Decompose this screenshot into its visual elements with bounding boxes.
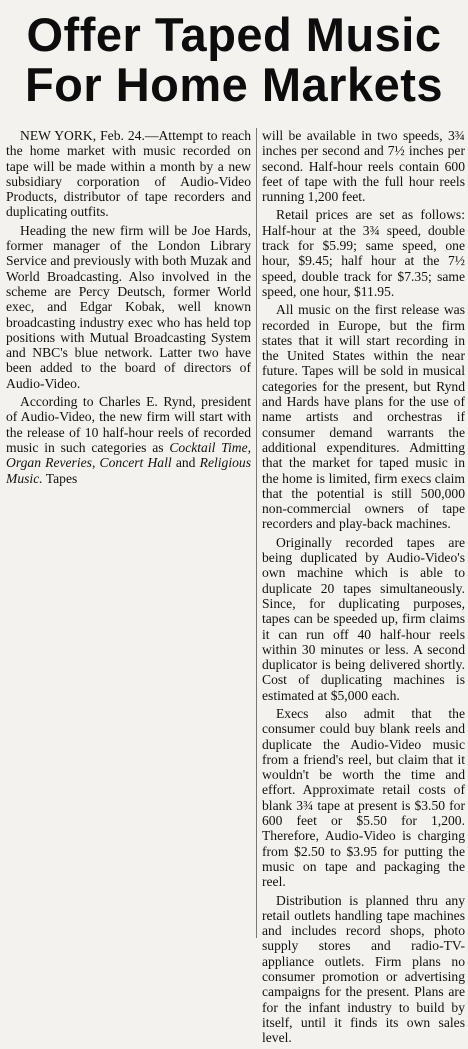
headline-line-2: For Home Markets (24, 58, 444, 111)
left-column (6, 128, 251, 489)
left-paragraph-1-text: —Attempt to reach the home market with music recorded on tape will be made within a month by a new subsidiary corporation of Audio-Video Products, distributor of tape recorders and duplicating outfits. (6, 128, 251, 220)
headline (0, 10, 468, 110)
column-divider (256, 128, 257, 938)
category-organ-reveries: Organ Reveries, (6, 455, 96, 471)
dateline: NEW YORK, Feb. 24. (20, 128, 145, 143)
headline-line-1: Offer Taped Music (26, 8, 442, 61)
category-cocktail-time: Cocktail Time, (169, 439, 252, 455)
category-concert-hall: Concert Hall (99, 455, 172, 471)
left-paragraph-3-tail: Tapes (45, 470, 78, 486)
left-paragraph-2: Heading the new firm will be Joe Hards, former manager of the London Library Service and previously with both Muzak and World Broadcasting. Also involved in the scheme are Percy Deutsch, former World exec, and Edgar Kobak, well known broadcasting industry exec who has held top positions with Mutual Broadcasting System and NBC's blue network. Latter two have been added to the board of directors of Audio-Video. (6, 222, 251, 391)
right-paragraph-5: Execs also admit that the consumer could buy blank reels and duplicate the Audio-Video music from a friend's reel, but claim that it wouldn't be worth the time and effort. Approximate retail costs of blank 3¾ tape at present is $3.50 for 600 feet or $5.50 for 1,200. Therefore, Audio-Video is charging from $2.50 to $3.95 for putting the music on tape and packaging the reel. (262, 705, 465, 890)
left-paragraph-3 (6, 394, 251, 486)
right-paragraph-1: will be available in two speeds, 3¾ inches per second and 7½ inches per second. Half-hour reels contain 600 feet of tape with the full hour reels running 1,200 feet. (262, 128, 465, 205)
left-paragraph-3-and: and (175, 455, 196, 471)
article-body (0, 128, 468, 1046)
right-paragraph-3: All music on the first release was recorded in Europe, but the firm states that it will start recording in the United States within the near future. Tapes will be sold in musical categories for the present, but Rynd and Hards have plans for the use of name artists and orchestras if consumer demand warrants the additional expenditures. Admitting that the market for taped music in the home is limited, firm execs claim that the potential is still 500,000 non-commercial owners of tape recorders and play-back machines. (262, 302, 465, 532)
right-paragraph-6: Distribution is planned thru any retail outlets handling tape machines and includes record shops, photo supply stores and radio-TV-appliance outlets. Firm plans no consumer promotion or advertising campaigns for the present. Plans are for the infant industry to build by itself, until it finds its own sales level. (262, 892, 465, 1046)
right-paragraph-4: Originally recorded tapes are being duplicated by Audio-Video's own machine which is able to duplicate 20 tapes simultaneously. Since, for duplicating purposes, tapes can be speeded up, firm claims it can run off 40 half-hour reels within 30 minutes or less. A second duplicator is being delivered shortly. Cost of duplicating machines is estimated at $5,000 each. (262, 534, 465, 703)
left-paragraph-3-text: According to Charles E. Rynd, president of Audio-Video, the new firm will start with the release of 10 half-hour reels of recorded music in such categories as (6, 394, 251, 455)
left-paragraph-1 (6, 128, 251, 220)
category-religious-music: Religious Music. (6, 455, 251, 486)
right-paragraph-2: Retail prices are set as follows: Half-hour at the 3¾ speed, double track for $5.99; same speed, one hour, $9.45; half hour at the 7½ speed, double track for $7.35; same speed, one hour, $11.95. (262, 207, 465, 299)
right-column (262, 128, 465, 1049)
